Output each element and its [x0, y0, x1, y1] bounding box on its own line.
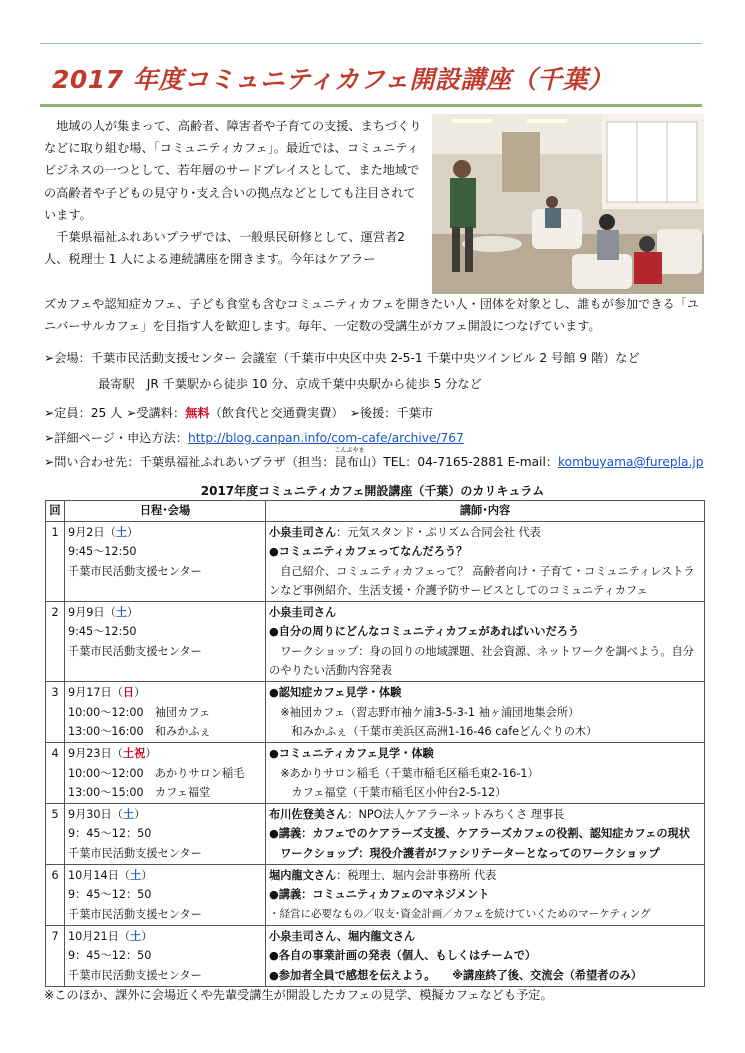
session-schedule: [65, 804, 266, 865]
session-no: 7: [46, 925, 65, 986]
date-text: 10月14日（: [68, 869, 131, 883]
curriculum-body: [46, 522, 705, 987]
session-detail: ※袖団カフェ（習志野市袖ケ浦3-5-3-1 袖ヶ浦団地集会所）: [269, 705, 580, 719]
date-text: 9月23日（: [68, 747, 123, 761]
day-of-week: 土: [130, 929, 142, 943]
intro-paragraph-2b: ズカフェや認知症カフェ、子ども食堂も含むコミュニティカフェを開きたい人・団体を対象とし、誰もが参加できる「ユニバーサルカフェ」を目指す人を歓迎します。毎年、一定数の受講生がカフェ開設につなげています。: [44, 297, 700, 334]
intro-paragraph-1: 地域の人が集まって、高齢者、障害者や子育ての支援、まちづくりなどに取り組む場、「コミュニティカフェ」。最近では、コミュニティビジネスの一つとして、若年層のサードプレイスとして、また地域での高齢者や子どもの見守り･支え合いの拠点などとしても注目されています。: [44, 119, 422, 222]
session-no: 5: [46, 804, 65, 865]
lecturer-name: 小泉圭司さん、堀内龍文さん: [269, 929, 416, 943]
date-text: 9月2日（: [68, 526, 116, 539]
date-close: ）: [127, 606, 139, 620]
session-topic: ●コミュニティカフェ見学・体験: [269, 747, 434, 761]
session-content: [266, 682, 705, 743]
contact-line: [44, 447, 704, 470]
date-text: 9月9日（: [68, 606, 116, 620]
session-topic: ワークショップ：現役介護者がファシリテーターとなってのワークショップ: [269, 846, 660, 860]
session-detail: カフェ福堂（千葉市稲毛区小仲台2-5-12）: [269, 785, 507, 799]
header-schedule: 日程･会場: [65, 501, 266, 522]
date-close: ）: [145, 747, 157, 761]
day-of-week: 土: [115, 526, 128, 539]
contact-tel: ）TEL：04-7165-2881 E-mail：: [371, 455, 559, 469]
table-row: [46, 743, 705, 804]
session-topic: ●講義：カフェでのケアラーズ支援、ケアラーズカフェの役割、認知症カフェの現状: [269, 827, 690, 841]
session-detail: ワークショップ：身の回りの地域課題、社会資源、ネットワークを調べよう。自分のやりたい活動内容発表: [269, 644, 694, 678]
lecturer-name: 布川佐登美さん: [269, 808, 348, 822]
session-detail: 和みかふぇ（千葉市美浜区高洲1-16-46 cafeどんぐりの木）: [269, 724, 598, 738]
session-time-venue: 9:45～12:50: [68, 625, 137, 639]
session-no: 1: [46, 522, 65, 602]
lecturer-org: ：NPO法人ケアラーネットみちくさ 理事長: [347, 808, 565, 822]
access-line: 最寄駅 JR 千葉駅から徒歩 10 分、京成千葉中央駅から徒歩 5 分など: [98, 377, 482, 391]
session-schedule: [65, 743, 266, 804]
session-topic: ●参加者全員で感想を伝えよう。 ※講座終了後、交流会（希望者のみ）: [269, 968, 643, 982]
curriculum-title: 2017年度コミュニティカフェ開設講座（千葉）のカリキュラム: [200, 484, 545, 498]
session-detail: 自己紹介、コミュニティカフェって？ 高齢者向け・子育て・コミュニティレストランなど事例紹介、生活支援・介護予防サービスとしてのコミュニティカフェ: [269, 564, 695, 597]
footnote: ※このほか、課外に会場近くや先輩受講生が開設したカフェの見学、模擬カフェなども予定。: [44, 988, 553, 1002]
date-close: ）: [134, 686, 146, 700]
detail-line: [44, 429, 464, 446]
lecturer: [269, 866, 701, 885]
fee-line: [44, 404, 433, 421]
session-time-venue: 10:00～12:00 袖団カフェ: [68, 705, 211, 719]
session-time-venue: 13:00～15:00 カフェ福堂: [68, 785, 211, 799]
contact-label: ➢問い合わせ先：千葉県福祉ふれあいプラザ（担当：: [44, 455, 335, 469]
table-row: [46, 804, 705, 865]
session-content: [266, 865, 705, 926]
cafe-photo: [432, 114, 704, 294]
lecturer: [269, 603, 701, 622]
session-time-venue: 千葉市民活動支援センター: [68, 968, 202, 982]
title-underline: [40, 104, 702, 107]
lecturer: [269, 523, 701, 542]
header-content: 講師･内容: [266, 501, 705, 522]
session-date: [68, 927, 262, 946]
venue-line: ➢会場：千葉市民活動支援センター 会議室（千葉市中央区中央 2-5-1 千葉中央ツインビル 2 号館 9 階）など: [44, 351, 640, 365]
detail-link[interactable]: http://blog.canpan.info/com-cafe/archive/767: [188, 431, 464, 445]
table-row: [46, 682, 705, 743]
lecturer-name: 小泉圭司さん: [269, 526, 337, 539]
session-detail: ※あかりサロン稲毛（千葉市稲毛区稲毛東2-16-1）: [269, 766, 539, 780]
fee-badge: 無料: [185, 406, 210, 420]
session-detail: ・経営に必要なもの／収支･資金計画／カフェを続けていくためのマーケティング: [269, 907, 651, 920]
session-date: [68, 744, 262, 763]
session-schedule: [65, 522, 266, 602]
contact-email-link[interactable]: kombuyama@furepla.jp: [558, 455, 704, 469]
session-content: [266, 602, 705, 682]
session-date: [68, 683, 262, 702]
lecturer-name: 小泉圭司さん: [269, 606, 337, 620]
top-rule: [40, 43, 702, 44]
session-time-venue: 9：45～12：50: [68, 827, 152, 841]
session-no: 3: [46, 682, 65, 743]
session-time-venue: 10:00～12:00 あかりサロン稲毛: [68, 766, 245, 780]
lecturer: [269, 805, 701, 824]
session-topic: ●コミュニティカフェってなんだろう？: [269, 545, 468, 559]
detail-label: ➢詳細ページ・申込方法：: [44, 431, 189, 445]
session-no: 4: [46, 743, 65, 804]
session-date: [68, 805, 262, 824]
session-topic: ●講義：コミュニティカフェのマネジメント: [269, 888, 490, 902]
lecturer-name: 堀内龍文さん: [269, 869, 337, 883]
day-of-week: 日: [122, 686, 135, 700]
session-date: [68, 523, 262, 542]
session-topic: ●各自の事業計画の発表（個人、もしくはチームで）: [269, 949, 537, 963]
session-content: [266, 522, 705, 602]
session-schedule: [65, 602, 266, 682]
lecturer-org: ：元気スタンド・ぷリズム合同会社 代表: [336, 526, 541, 539]
session-time-venue: 13:00～16:00 和みかふぇ: [68, 724, 211, 738]
contact-name-ruby: こんぶやま: [334, 447, 365, 454]
session-content: [266, 804, 705, 865]
intro-block: [44, 115, 424, 270]
session-time-venue: 9：45～12：50: [68, 888, 152, 902]
intro-block-wide: [44, 293, 708, 337]
session-date: [68, 866, 262, 885]
session-time-venue: 千葉市民活動支援センター: [68, 907, 202, 921]
lecturer: [269, 927, 701, 946]
session-date: [68, 603, 262, 622]
header-no: 回: [46, 501, 65, 522]
day-of-week: 土: [115, 606, 128, 620]
intro-paragraph-2a: 千葉県福祉ふれあいプラザでは、一般県民研修として、運営者2 人、税理士 1 人による連続講座を開きます。今年はケアラー: [44, 230, 405, 267]
session-time-venue: 千葉市民活動支援センター: [68, 564, 202, 578]
session-schedule: [65, 865, 266, 926]
lecturer-org: ：税理士、堀内会計事務所 代表: [336, 869, 497, 883]
day-of-week: 土: [122, 808, 135, 822]
date-text: 9月17日（: [68, 686, 123, 700]
table-row: [46, 925, 705, 986]
session-time-venue: 千葉市民活動支援センター: [68, 846, 202, 860]
session-time-venue: 千葉市民活動支援センター: [68, 644, 202, 658]
session-no: 6: [46, 865, 65, 926]
date-text: 9月30日（: [68, 808, 123, 822]
date-close: ）: [141, 869, 153, 883]
contact-name-text: 昆布山: [334, 455, 372, 469]
session-time-venue: 9：45～12：50: [68, 949, 152, 963]
session-schedule: [65, 682, 266, 743]
session-content: [266, 925, 705, 986]
sponsor-text: （飲食代と交通費実費） ➢後援：千葉市: [209, 406, 434, 420]
day-of-week: 土: [130, 869, 142, 883]
day-of-week: 土祝: [122, 747, 146, 761]
capacity-text: ➢定員：25 人 ➢受講料：: [44, 406, 186, 420]
date-close: ）: [134, 808, 146, 822]
session-content: [266, 743, 705, 804]
session-topic: ●認知症カフェ見学・体験: [269, 686, 402, 700]
page-title: 2017 年度コミュニティカフェ開設講座（千葉）: [52, 65, 614, 94]
curriculum-table: [45, 500, 705, 987]
date-text: 10月21日（: [68, 929, 131, 943]
table-row: [46, 865, 705, 926]
contact-name: [334, 447, 372, 470]
session-schedule: [65, 925, 266, 986]
table-header-row: [46, 501, 705, 522]
session-no: 2: [46, 602, 65, 682]
date-close: ）: [141, 929, 153, 943]
table-row: [46, 602, 705, 682]
session-time-venue: 9:45～12:50: [68, 545, 137, 559]
table-row: [46, 522, 705, 602]
date-close: ）: [127, 526, 139, 539]
session-topic: ●自分の周りにどんなコミュニティカフェがあればいいだろう: [269, 625, 580, 639]
